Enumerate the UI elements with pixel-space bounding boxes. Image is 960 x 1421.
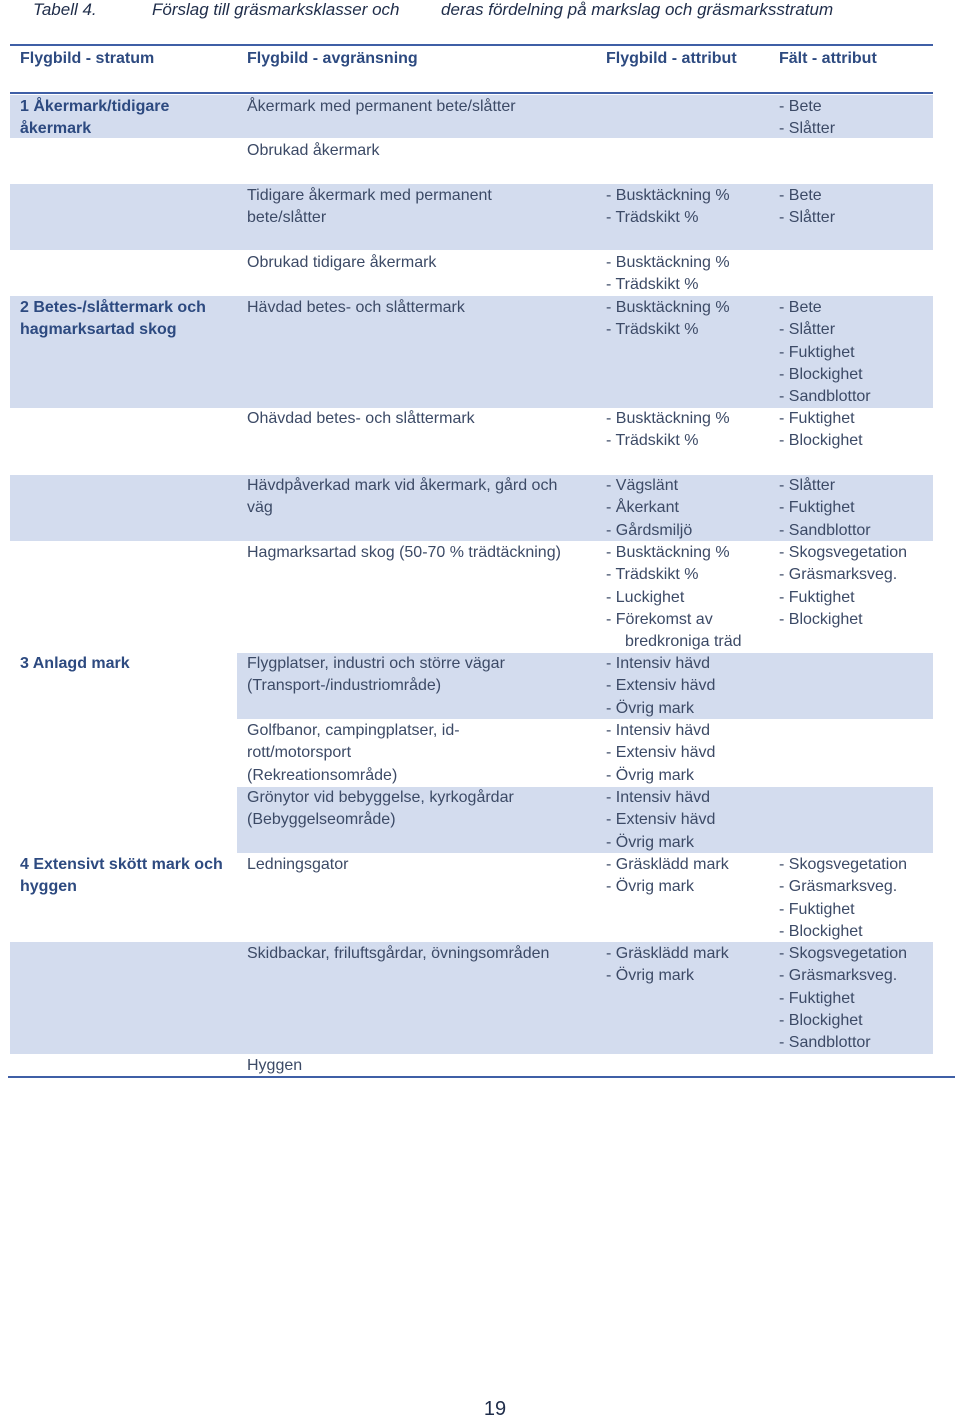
avgransning-cell: Hävdpåverkad mark vid åkermark, gård och väg — [247, 477, 558, 517]
falt-attribut-cell: - Slåtter - Fuktighet - Sandblottor — [779, 477, 871, 539]
falt-attribut-cell: - Bete - Slåtter - Fuktighet - Blockighet - Sandblottor — [779, 299, 871, 406]
stratum-3-label: 3 Anlagd mark — [20, 655, 130, 672]
avgransning-cell: Ohävdad betes- och slåttermark — [247, 410, 475, 427]
header-avgransning: Flygbild - avgränsning — [247, 50, 418, 67]
avgransning-cell: Åkermark med permanent bete/slåtter — [247, 98, 516, 115]
page-number: 19 — [483, 1398, 507, 1420]
table-bottom-rule — [8, 1076, 955, 1078]
stratum-4-label: 4 Extensivt skött mark och hyggen — [20, 856, 223, 896]
flygbild-attribut-cell: - Gräsklädd mark - Övrig mark — [606, 856, 729, 896]
avgransning-cell: Hävdad betes- och slåttermark — [247, 299, 465, 316]
falt-attribut-cell: - Skogsvegetation - Gräsmarksveg. - Fuktighet - Blockighet — [779, 544, 908, 628]
header-stratum: Flygbild - stratum — [20, 50, 155, 67]
flygbild-attribut-cell: - Intensiv hävd - Extensiv hävd - Övrig mark — [606, 722, 716, 784]
flygbild-attribut-cell: - Busktäckning % - Trädskikt % — [606, 187, 730, 227]
table-top-rule — [10, 44, 933, 46]
falt-attribut-cell: - Skogsvegetation - Gräsmarksveg. - Fuktighet - Blockighet — [779, 856, 908, 940]
falt-attribut-cell: - Bete - Slåtter — [779, 98, 836, 138]
header-flygbild-attribut: Flygbild - attribut — [606, 50, 737, 67]
flygbild-attribut-cell: - Vägslänt - Åkerkant - Gårdsmiljö — [606, 477, 693, 539]
stratum-1-label: 1 Åkermark/tidigare åkermark — [20, 98, 170, 138]
header-falt-attribut: Fält - attribut — [779, 50, 877, 67]
flygbild-attribut-cell: - Intensiv hävd - Extensiv hävd - Övrig mark — [606, 655, 716, 717]
avgransning-cell: Skidbackar, friluftsgårdar, övningsområden — [247, 945, 550, 962]
flygbild-attribut-cell: - Busktäckning % - Trädskikt % — [606, 299, 730, 339]
avgransning-cell: Grönytor vid bebyggelse, kyrkogårdar (Bebyggelseområde) — [247, 789, 514, 829]
flygbild-attribut-cell: - Gräsklädd mark - Övrig mark — [606, 945, 729, 985]
avgransning-cell: Flygplatser, industri och större vägar (Transport-/industriområde) — [247, 655, 505, 695]
falt-attribut-cell: - Skogsvegetation - Gräsmarksveg. - Fuktighet - Blockighet - Sandblottor — [779, 945, 908, 1052]
stratum-2-label: 2 Betes-/slåttermark och hagmarksartad skog — [20, 299, 206, 339]
caption-number: Tabell 4. — [33, 0, 97, 19]
header-bottom-rule — [10, 92, 933, 94]
falt-attribut-cell: - Bete - Slåtter — [779, 187, 836, 227]
falt-attribut-cell: - Fuktighet - Blockighet — [779, 410, 863, 450]
flygbild-attribut-cell: - Intensiv hävd - Extensiv hävd - Övrig mark — [606, 789, 716, 851]
caption-text-part1: Förslag till gräsmarksklasser och — [152, 0, 400, 19]
avgransning-cell: Hyggen — [247, 1057, 303, 1074]
avgransning-cell: Obrukad tidigare åkermark — [247, 254, 437, 271]
avgransning-cell: Tidigare åkermark med permanent bete/slåtter — [247, 187, 492, 227]
flygbild-attribut-cell: - Busktäckning % - Trädskikt % - Luckighet - Förekomst av bredkroniga träd — [606, 544, 742, 651]
avgransning-cell: Ledningsgator — [247, 856, 349, 873]
avgransning-cell: Hagmarksartad skog (50-70 % trädtäckning) — [247, 544, 561, 561]
avgransning-cell: Obrukad åkermark — [247, 142, 380, 159]
flygbild-attribut-cell: - Busktäckning % - Trädskikt % — [606, 410, 730, 450]
flygbild-attribut-cell: - Busktäckning % - Trädskikt % — [606, 254, 730, 294]
caption-text-part2: deras fördelning på markslag och gräsmarksstratum — [441, 0, 834, 19]
avgransning-cell: Golfbanor, campingplatser, id- rott/motorsport (Rekreationsområde) — [247, 722, 460, 784]
